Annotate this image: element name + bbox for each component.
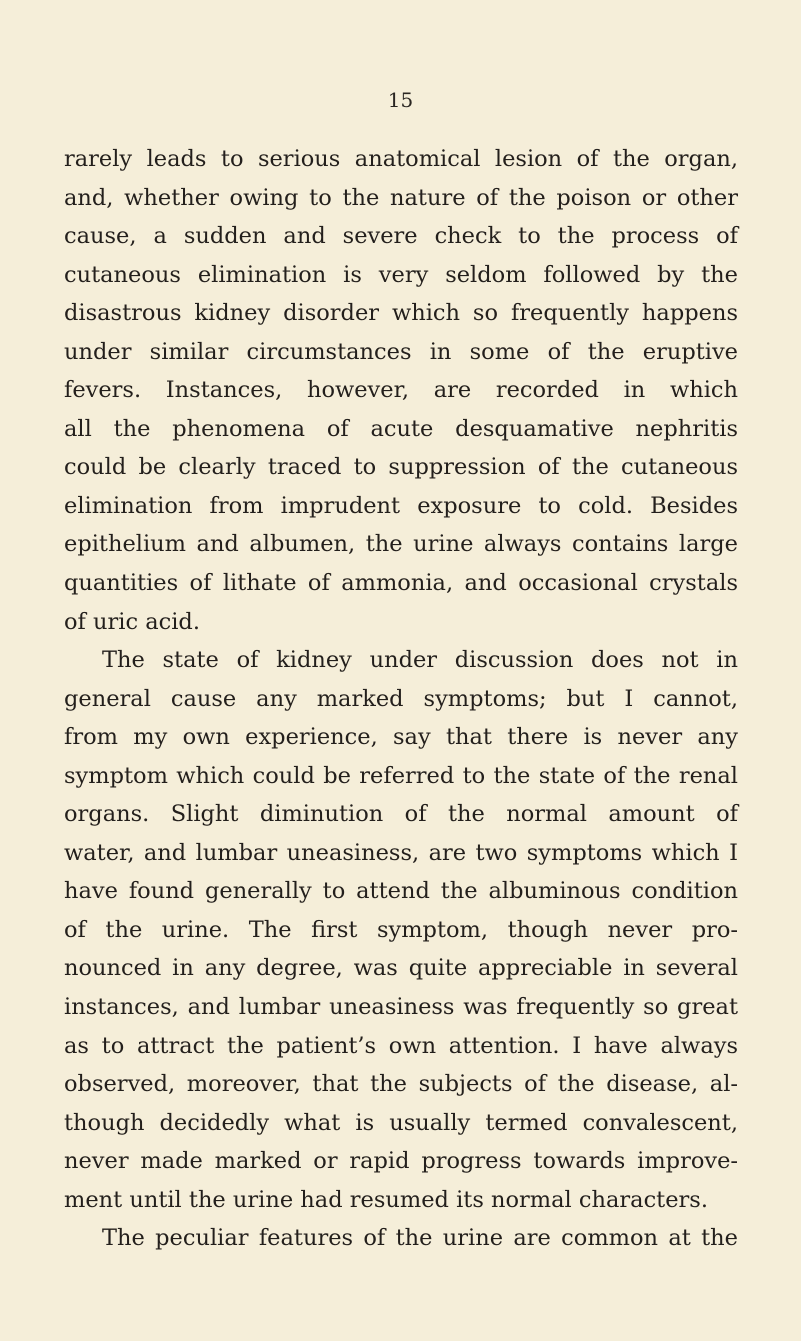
paragraph-start-line: The state of kidney under discussion does not in: [102, 647, 738, 674]
text-line: could be clearly traced to suppression of the cutaneous: [64, 454, 738, 481]
text-line: under similar circumstances in some of the eruptive: [64, 338, 738, 365]
text-line: of the urine. The first symptom, though never pro-: [64, 916, 738, 943]
text-line: organs. Slight diminution of the normal amount of: [64, 801, 738, 828]
text-line: general cause any marked symptoms; but I cannot,: [64, 685, 738, 712]
page-number: 15: [387, 88, 414, 112]
text-line: as to attract the patient’s own attention. I have always: [64, 1032, 738, 1059]
text-line: nounced in any degree, was quite appreciable in several: [64, 955, 738, 982]
text-line: symptom which could be referred to the state of the renal: [64, 762, 738, 789]
paragraph-start-line: The peculiar features of the urine are common at the: [102, 1225, 738, 1252]
text-line: observed, moreover, that the subjects of the disease, al-: [64, 1071, 738, 1098]
text-line: cause, a sudden and severe check to the process of: [64, 223, 738, 250]
text-line: disastrous kidney disorder which so frequently happens: [64, 300, 738, 327]
text-line: instances, and lumbar uneasiness was frequently so great: [64, 994, 738, 1021]
text-line: from my own experience, say that there is never any: [64, 724, 738, 751]
body-text: [64, 140, 738, 1258]
text-line: quantities of lithate of ammonia, and occasional crystals: [64, 570, 738, 597]
text-line: fevers. Instances, however, are recorded in which: [64, 377, 738, 404]
text-line: have found generally to attend the albuminous condition: [64, 878, 738, 905]
text-line: all the phenomena of acute desquamative nephritis: [64, 415, 738, 442]
paragraph-end-line: ment until the urine had resumed its normal characters.: [64, 1186, 708, 1213]
text-line: cutaneous elimination is very seldom followed by the: [64, 261, 738, 288]
text-line: water, and lumbar uneasiness, are two symptoms which I: [64, 839, 738, 866]
text-line: rarely leads to serious anatomical lesion of the organ,: [64, 146, 738, 172]
text-line: and, whether owing to the nature of the poison or other: [64, 184, 738, 211]
text-line: epithelium and albumen, the urine always contains large: [64, 531, 738, 558]
text-line: elimination from imprudent exposure to cold. Besides: [64, 492, 738, 519]
text-line: though decidedly what is usually termed convalescent,: [64, 1109, 738, 1136]
text-line: never made marked or rapid progress towards improve-: [64, 1148, 738, 1175]
paragraph-end-line: of uric acid.: [64, 608, 200, 635]
